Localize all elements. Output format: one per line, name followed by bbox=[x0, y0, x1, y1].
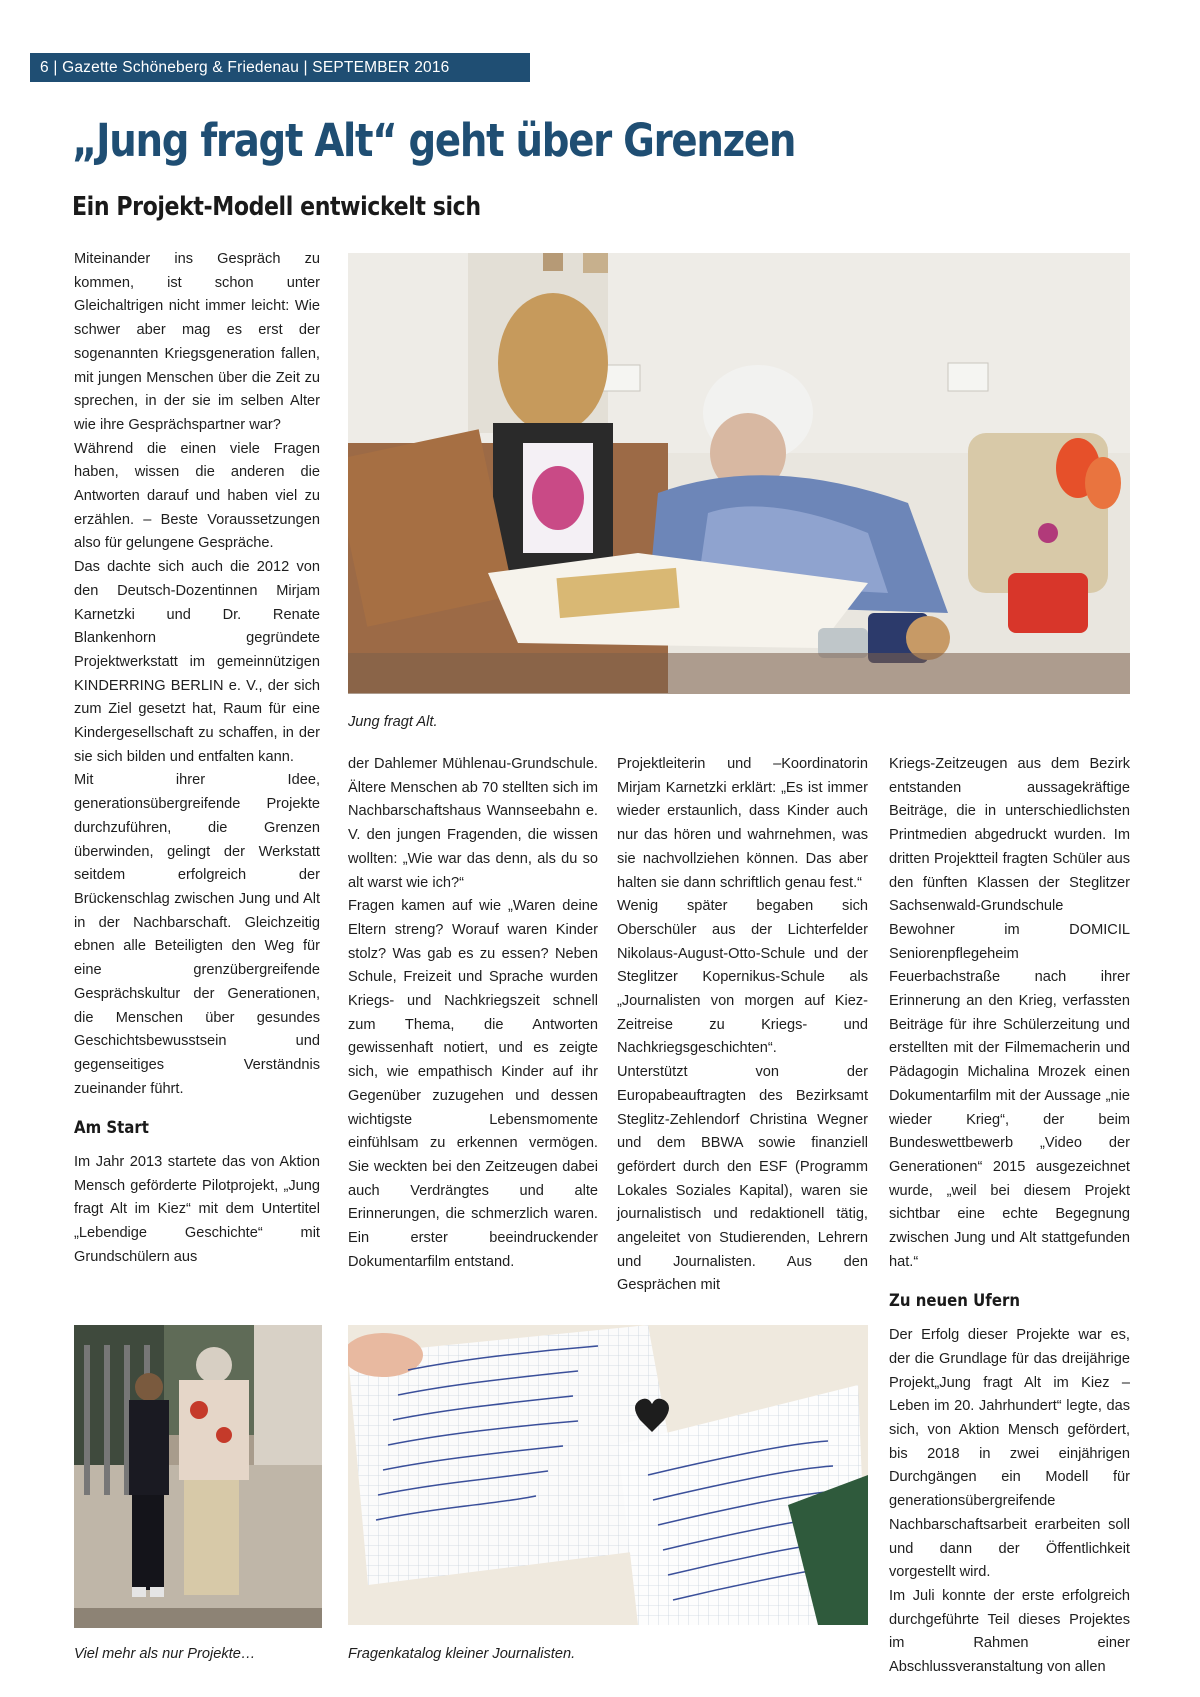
photo-illustration bbox=[348, 253, 1130, 694]
page-header-bar bbox=[30, 53, 530, 82]
page-number: 6 bbox=[40, 59, 49, 76]
paragraph: Mit ihrer Idee, generationsübergreifende Projekte durchzuführen, die Grenzen überwinden, gelingt der Werkstatt seitdem erfolgreich der Brückenschlag zwischen Jung und Alt in der Nachbarschaft. Gleichzeitig ebnen alle Beteiligten den Weg für eine grenzübergreifende Gesprächskultur der Generationen, die Menschen über gesundes Geschichtsbewusstsein und gegenseitiges Verständnis zueinander führt. bbox=[74, 772, 320, 1097]
header-separator: | bbox=[53, 59, 58, 76]
article-column-3 bbox=[617, 753, 868, 1298]
article-column-2 bbox=[348, 753, 598, 1274]
paragraph: Während die einen viele Fragen haben, wissen die anderen die Antworten darauf und haben viel zu erzählen. – Beste Voraussetzungen also für gelungene Gespräche. bbox=[74, 440, 320, 552]
paragraph: der Dahlemer Mühlenau-Grundschule. Ältere Menschen ab 70 stellten sich im Nachbarschaftshaus Wannseebahn e. V. den jungen Fragenden, die wissen wollten: „Wie war das denn, als du so alt warst wie ich?“ bbox=[348, 756, 598, 891]
caption-notes-photo: Fragenkatalog kleiner Journalisten. bbox=[348, 1646, 576, 1662]
paragraph: Fragen kamen auf wie „Waren deine Eltern streng? Worauf waren Kinder stolz? Was gab es zu essen? Neben Schule, Freizeit und Sprache wurden Kriegs- und Nachkriegszeit schnell zum Thema, die Antworten gewissenhaft notiert, und es zeigte sich, wie empathisch Kinder auf ihr Gegenüber zuzugehen und dessen wichtigste Lebensmomente einfühlsam zu erkennen vermögen. Sie weckten bei den Zeitzeugen dabei auch Verdrängtes und alte Erinnerungen, die schmerzlich waren. Ein erster beeindruckender Dokumentarfilm entstand. bbox=[348, 898, 598, 1270]
paragraph: Der Erfolg dieser Projekte war es, der die Grundlage für das dreijährige Projekt„Jung fragt Alt im Kiez – Leben im 20. Jahrhundert“ legte, das sich, von Aktion Mensch gefördert, bis 2018 in zwei einjährigen Durchgängen ein Modell für generationsübergreifende Nachbarschaftsarbeit erarbeiten soll und dann der Öffentlichkeit vorgestellt wird. bbox=[889, 1327, 1130, 1581]
paragraph: Kriegs-Zeitzeugen aus dem Bezirk entstanden aussagekräftige Beiträge, die in unterschiedlichsten Printmedien abgedruckt wurden. Im dritten Projektteil fragten Schüler aus den fünften Klassen der Steglitzer Sachsenwald-Grundschule Bewohner im DOMICIL Seniorenpflegeheim Feuerbachstraße nach ihrer Erinnerung an den Krieg, verfassten Beiträge für ihre Schülerzeitung und erstellten mit der Filmemacherin und Pädagogin Michalina Mrozek einen Dokumentarfilm mit der Aussage „nie wieder Krieg“, der beim Bundeswettbewerb „Video der Generationen“ 2015 ausgezeichnet wurde, „weil bei diesem Projekt sichtbar eine echte Begegnung zwischen Jung und Alt stattgefunden hat.“ bbox=[889, 756, 1130, 1270]
section-heading-zu-neuen-ufern: Zu neuen Ufern bbox=[889, 1291, 1020, 1312]
photo-illustration bbox=[74, 1325, 322, 1628]
paragraph: Unterstützt von der Europabeauftragten des Bezirksamt Steglitz-Zehlendorf Christina Wegner und dem BBWA sowie finanziell gefördert durch den ESF (Programm Lokales Soziales Kapital), waren sie journalistisch und redaktionell tätig, angeleitet von Studierenden, Lehrern und Journalisten. Aus den Gesprächen mit bbox=[617, 1064, 868, 1294]
photo-girl-and-senior-with-album bbox=[348, 253, 1130, 694]
paragraph: Miteinander ins Gespräch zu kommen, ist schon unter Gleichaltrigen nicht immer leicht: Wie schwer aber mag es erst der sogenannten Kriegsgeneration fallen, mit jungen Menschen über die Zeit zu sprechen, in der sie im selben Alter wie ihre Gesprächspartner war? bbox=[74, 251, 320, 433]
paragraph: Projektleiterin und –Koordinatorin Mirjam Karnetzki erklärt: „Es ist immer wieder erstaunlich, dass Kinder auch nur das hören und wahrnehmen, was sie nachvollziehen können. Das aber halten sie dann schriftlich genau fest.“ bbox=[617, 756, 868, 891]
caption-walking-photo: Viel mehr als nur Projekte… bbox=[74, 1646, 256, 1662]
article-subtitle: Ein Projekt-Modell entwickelt sich bbox=[72, 192, 481, 222]
paragraph: Das dachte sich auch die 2012 von den Deutsch-Dozentinnen Mirjam Karnetzki und Dr. Renate Blankenhorn gegründete Projektwerkstatt im gemeinnützigen KINDERRING BERLIN e. V., der sich zum Ziel gesetzt hat, Raum für eine Kindergesellschaft zu schaffen, in der sie sich bilden und entfalten kann. bbox=[74, 559, 320, 765]
article-column-1 bbox=[74, 248, 320, 1270]
photo-handwritten-question-notes bbox=[348, 1325, 868, 1625]
publication-name: Gazette Schöneberg & Friedenau bbox=[62, 59, 300, 76]
article-column-4 bbox=[889, 753, 1130, 1680]
paragraph: Im Juli konnte der erste erfolgreich durchgeführte Teil dieses Projektes im Rahmen einer Abschlussveranstaltung von allen bbox=[889, 1587, 1130, 1676]
caption-main-photo: Jung fragt Alt. bbox=[348, 714, 438, 730]
article-title: „Jung fragt Alt“ geht über Grenzen bbox=[72, 114, 796, 167]
header-separator: | bbox=[303, 59, 308, 76]
issue-date: SEPTEMBER 2016 bbox=[312, 59, 450, 76]
paragraph: Im Jahr 2013 startete das von Aktion Mensch geförderte Pilotprojekt, „Jung fragt Alt im Kiez“ mit dem Untertitel „Lebendige Geschichte“ mit Grundschülern aus bbox=[74, 1154, 320, 1265]
photo-child-and-senior-walking bbox=[74, 1325, 322, 1628]
photo-illustration bbox=[348, 1325, 868, 1625]
paragraph: Wenig später begaben sich Oberschüler aus der Lichterfelder Nikolaus-August-Otto-Schule und der Steglitzer Kopernikus-Schule als „Journalisten von morgen auf Kiez-Zeitreise zu Kriegs- und Nachkriegsgeschichten“. bbox=[617, 898, 868, 1057]
section-heading-am-start: Am Start bbox=[74, 1118, 149, 1139]
